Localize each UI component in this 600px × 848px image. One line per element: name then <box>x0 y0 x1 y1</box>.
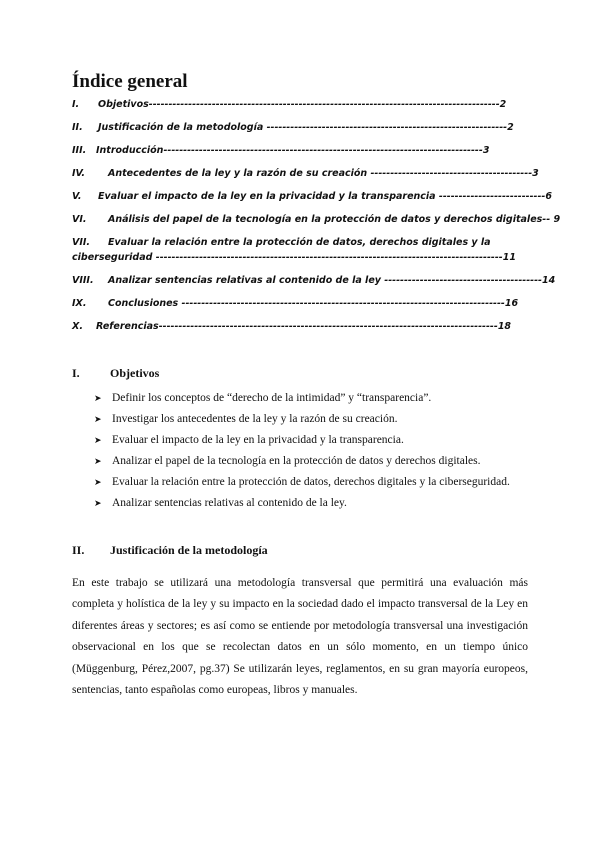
toc-row-page: 2 <box>507 122 514 133</box>
toc-row-number: VI. <box>72 214 87 225</box>
toc-row-page: 3 <box>532 168 539 179</box>
toc-leader: ---------------------------------------------------------------------------------------- <box>152 252 503 263</box>
section-heading-objetivos <box>72 366 159 381</box>
toc-row-page: 6 <box>545 191 552 202</box>
list-item-text: Definir los conceptos de “derecho de la intimidad” y “transparencia”. <box>112 392 432 404</box>
toc-row-title: Conclusiones <box>108 298 179 309</box>
section-number: II. <box>72 543 85 557</box>
body-paragraph: En este trabajo se utilizará una metodología transversal que permitirá una evaluación más completa y holística de la ley y su impacto en la sociedad dado el impacto transversal de la Ley en diferentes áreas y sectores; es así como se entiende por metodología transversal una investigación observacional en los que se recolectan datos en un sólo momento, en un tiempo único (Müggenburg, Pérez,2007, pg.37) Se utilizarán leyes, reglamentos, en su gran mayoría europeos, sentencias, tanto españolas como europeas, libros y manuales. <box>72 577 528 697</box>
arrow-bullet-icon: ➤ <box>94 435 102 445</box>
toc-row[interactable] <box>72 168 539 180</box>
toc-row[interactable] <box>72 321 528 333</box>
toc-row-page: 11 <box>502 252 516 263</box>
toc-title: Índice general <box>72 71 188 92</box>
arrow-bullet-icon: ➤ <box>94 477 102 487</box>
list-item-text: Evaluar el impacto de la ley en la privacidad y la transparencia. <box>112 434 404 446</box>
list-item-text: Investigar los antecedentes de la ley y la razón de su creación. <box>112 413 398 425</box>
toc-row-number: VII. <box>72 237 91 248</box>
toc-row-continuation[interactable] <box>72 252 528 264</box>
toc-row-title: Introducción <box>96 145 164 156</box>
toc-row-page: 9 <box>553 214 561 225</box>
toc-row[interactable] <box>72 122 528 134</box>
toc-leader: ----------------------------------------- <box>367 168 533 179</box>
toc-row-number: I. <box>72 99 80 110</box>
toc-row[interactable] <box>72 237 528 249</box>
toc-row-title: Evaluar la relación entre la protección de datos, derechos digitales y la <box>108 237 491 248</box>
toc-leader: --------------------------------------------------------------------------------- <box>163 145 483 156</box>
list-item <box>94 497 347 509</box>
section-title: Justificación de la metodología <box>110 543 268 557</box>
section-heading-justificacion <box>72 543 268 558</box>
toc-row-title: Análisis del papel de la tecnología en la protección de datos y derechos digitales <box>108 214 543 225</box>
list-item <box>94 455 481 467</box>
toc-leader: -------------------------------------------------------------------------------------- <box>158 321 498 332</box>
toc-row-page: 16 <box>504 298 519 309</box>
toc-leader: --------------------------- <box>435 191 546 202</box>
toc-row[interactable] <box>72 145 528 157</box>
list-item <box>94 434 404 446</box>
toc-row-title: Justificación de la metodología <box>98 122 264 133</box>
list-item-text: Analizar el papel de la tecnología en la protección de datos y derechos digitales. <box>112 455 481 467</box>
toc-leader: -- <box>542 214 554 225</box>
toc-leader: ------------------------------------------------------------- <box>263 122 508 133</box>
toc-row-page: 14 <box>541 275 556 286</box>
toc-row-title: Antecedentes de la ley y la razón de su creación <box>108 168 368 179</box>
toc-row[interactable] <box>72 99 528 111</box>
toc-row-title: ciberseguridad <box>72 252 153 263</box>
toc-row[interactable] <box>72 298 528 310</box>
arrow-bullet-icon: ➤ <box>94 456 102 466</box>
toc-row-title: Evaluar el impacto de la ley en la privacidad y la transparencia <box>98 191 436 202</box>
toc-row[interactable] <box>72 275 556 287</box>
toc-row-page: 18 <box>497 321 512 332</box>
toc-row[interactable] <box>72 191 552 203</box>
toc-row-number: II. <box>72 122 83 133</box>
toc-leader: ---------------------------------------------------------------------------------- <box>178 298 505 309</box>
section-title: Objetivos <box>110 366 160 380</box>
list-item <box>94 413 397 425</box>
list-item <box>94 392 431 404</box>
toc-row-title: Analizar sentencias relativas al contenido de la ley <box>108 275 381 286</box>
arrow-bullet-icon: ➤ <box>94 414 102 424</box>
list-item-text: Analizar sentencias relativas al contenido de la ley. <box>112 497 347 509</box>
toc-leader: ----------------------------------------------------------------------------------------- <box>148 99 500 110</box>
toc-row-number: IV. <box>72 168 86 179</box>
toc-row-title: Referencias <box>96 321 159 332</box>
arrow-bullet-icon: ➤ <box>94 393 102 403</box>
toc-row-number: IX. <box>72 298 87 309</box>
toc-row[interactable] <box>72 214 561 226</box>
toc-row-number: III. <box>72 145 87 156</box>
toc-row-page: 2 <box>499 99 507 110</box>
toc-row-number: VIII. <box>72 275 94 286</box>
toc-row-page: 3 <box>482 145 490 156</box>
toc-leader: ---------------------------------------- <box>380 275 542 286</box>
toc-row-title: Objetivos <box>98 99 149 110</box>
list-item <box>94 476 510 488</box>
toc-row-number: V. <box>72 191 82 202</box>
section-number: I. <box>72 366 80 380</box>
list-item-text: Evaluar la relación entre la protección de datos, derechos digitales y la ciberseguridad. <box>112 476 510 488</box>
arrow-bullet-icon: ➤ <box>94 498 102 508</box>
toc-row-number: X. <box>72 321 83 332</box>
